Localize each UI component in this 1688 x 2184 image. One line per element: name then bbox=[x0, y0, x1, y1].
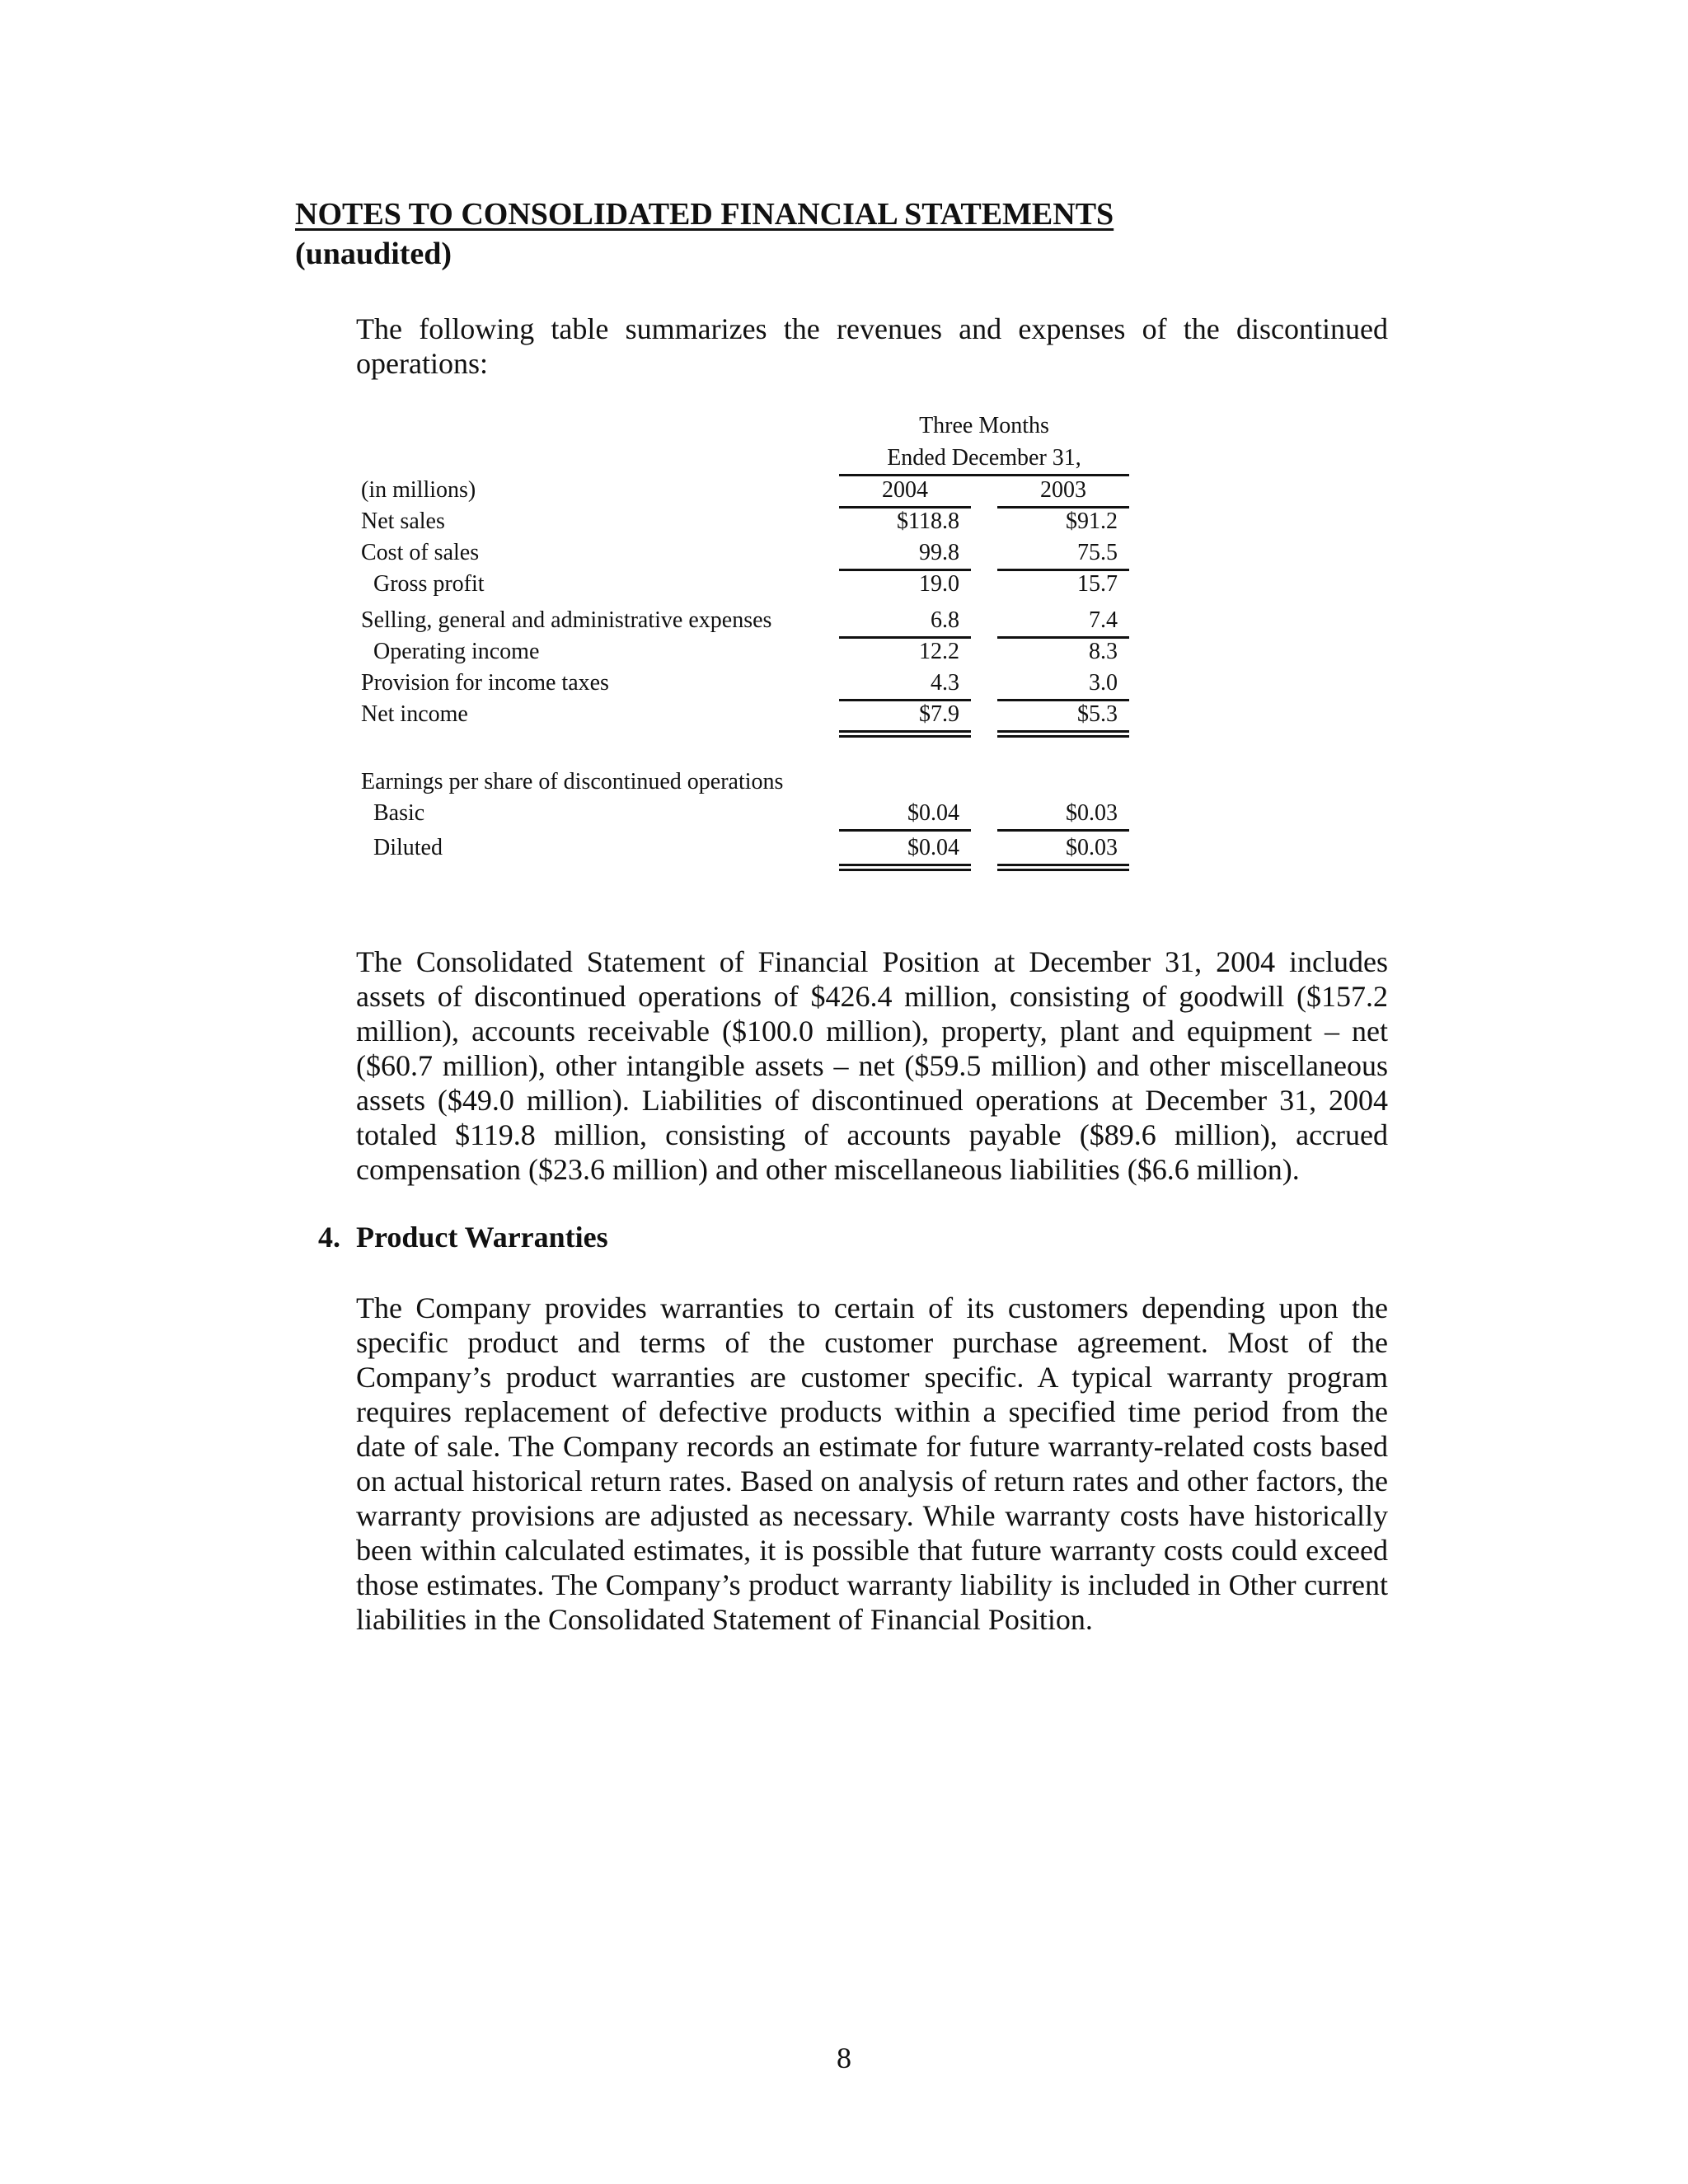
eps-heading: Earnings per share of discontinued operations bbox=[361, 769, 784, 794]
eps-diluted-2003: $0.03 bbox=[1066, 835, 1118, 860]
row-label-gross-profit: Gross profit bbox=[373, 571, 485, 597]
eps-basic-2004: $0.04 bbox=[907, 800, 959, 826]
rule-basic-2003 bbox=[997, 829, 1129, 832]
double-rule-diluted-2003 bbox=[997, 864, 1129, 871]
row-label-basic: Basic bbox=[373, 800, 425, 826]
rule-provision-2003 bbox=[997, 699, 1129, 701]
row-label-provision: Provision for income taxes bbox=[361, 670, 609, 696]
provision-2003: 3.0 bbox=[1089, 670, 1118, 696]
sga-2004: 6.8 bbox=[931, 607, 959, 633]
sga-2003: 7.4 bbox=[1089, 607, 1118, 633]
double-rule-diluted-2004 bbox=[839, 864, 971, 871]
gross-profit-2003: 15.7 bbox=[1077, 571, 1118, 597]
net-income-2003: $5.3 bbox=[1077, 701, 1118, 727]
section-heading-product-warranties bbox=[318, 1220, 608, 1254]
rule-provision-2004 bbox=[839, 699, 971, 701]
net-sales-2004: $118.8 bbox=[897, 509, 959, 534]
operating-income-2003: 8.3 bbox=[1089, 639, 1118, 664]
gross-profit-2004: 19.0 bbox=[919, 571, 959, 597]
header-rule bbox=[839, 474, 1129, 476]
rule-sga-2004 bbox=[839, 636, 971, 639]
rule-cost-of-sales-2003 bbox=[997, 569, 1129, 571]
row-label-sga: Selling, general and administrative expenses bbox=[361, 607, 772, 633]
section-number: 4. bbox=[318, 1221, 340, 1254]
provision-2004: 4.3 bbox=[931, 670, 959, 696]
cost-of-sales-2003: 75.5 bbox=[1077, 540, 1118, 565]
section-title: Product Warranties bbox=[356, 1221, 608, 1254]
intro-paragraph: The following table summarizes the revenues and expenses of the discontinued operations: bbox=[356, 312, 1388, 380]
year-2004-header: 2004 bbox=[882, 477, 928, 503]
row-label-cost-of-sales: Cost of sales bbox=[361, 540, 480, 565]
year-2003-header: 2003 bbox=[1040, 477, 1086, 503]
year-rule-2004 bbox=[839, 506, 971, 509]
double-rule-net-income-2004 bbox=[839, 730, 971, 738]
units-label: (in millions) bbox=[361, 477, 476, 503]
net-sales-2003: $91.2 bbox=[1066, 509, 1118, 534]
eps-diluted-2004: $0.04 bbox=[907, 835, 959, 860]
page-number: 8 bbox=[837, 2041, 851, 2074]
period-header-line1: Three Months bbox=[919, 413, 1049, 438]
row-label-net-sales: Net sales bbox=[361, 509, 445, 534]
year-rule-2003 bbox=[997, 506, 1129, 509]
eps-basic-2003: $0.03 bbox=[1066, 800, 1118, 826]
page-subtitle: (unaudited) bbox=[295, 237, 452, 271]
row-label-operating-income: Operating income bbox=[373, 639, 540, 664]
rule-cost-of-sales-2004 bbox=[839, 569, 971, 571]
period-header-line2: Ended December 31, bbox=[887, 445, 1081, 471]
financial-position-paragraph: The Consolidated Statement of Financial Position at December 31, 2004 includes assets of discontinued operations of $426.4 million, consisting of goodwill ($157.2 million), accounts receivable ($100.0 million), property, plant and equipment – net ($60.7 million), other intangible assets – net ($59.5 million) and other miscellaneous assets ($49.0 million). Liabilities of discontinued operations at December 31, 2004 totaled $119.8 million, consisting of accounts payable ($89.6 million), accrued compensation ($23.6 million) and other miscellaneous liabilities ($6.6 million). bbox=[356, 945, 1388, 1186]
double-rule-net-income-2003 bbox=[997, 730, 1129, 738]
rule-sga-2003 bbox=[997, 636, 1129, 639]
row-label-diluted: Diluted bbox=[373, 835, 443, 860]
page-title: NOTES TO CONSOLIDATED FINANCIAL STATEMENTS bbox=[295, 197, 1114, 232]
row-label-net-income: Net income bbox=[361, 701, 468, 727]
warranty-paragraph: The Company provides warranties to certain of its customers depending upon the specific product and terms of the customer purchase agreement. Most of the Company’s product warranties are customer specific. A typical warranty program requires replacement of defective products within a specified time period from the date of sale. The Company records an estimate for future warranty-related costs based on actual historical return rates. Based on analysis of return rates and other factors, the warranty provisions are adjusted as necessary. While warranty costs have historically been within calculated estimates, it is possible that future warranty costs could exceed those estimates. The Company’s product warranty liability is included in Other current liabilities in the Consolidated Statement of Financial Position. bbox=[356, 1291, 1388, 1636]
operating-income-2004: 12.2 bbox=[919, 639, 959, 664]
cost-of-sales-2004: 99.8 bbox=[919, 540, 959, 565]
net-income-2004: $7.9 bbox=[919, 701, 959, 727]
rule-basic-2004 bbox=[839, 829, 971, 832]
